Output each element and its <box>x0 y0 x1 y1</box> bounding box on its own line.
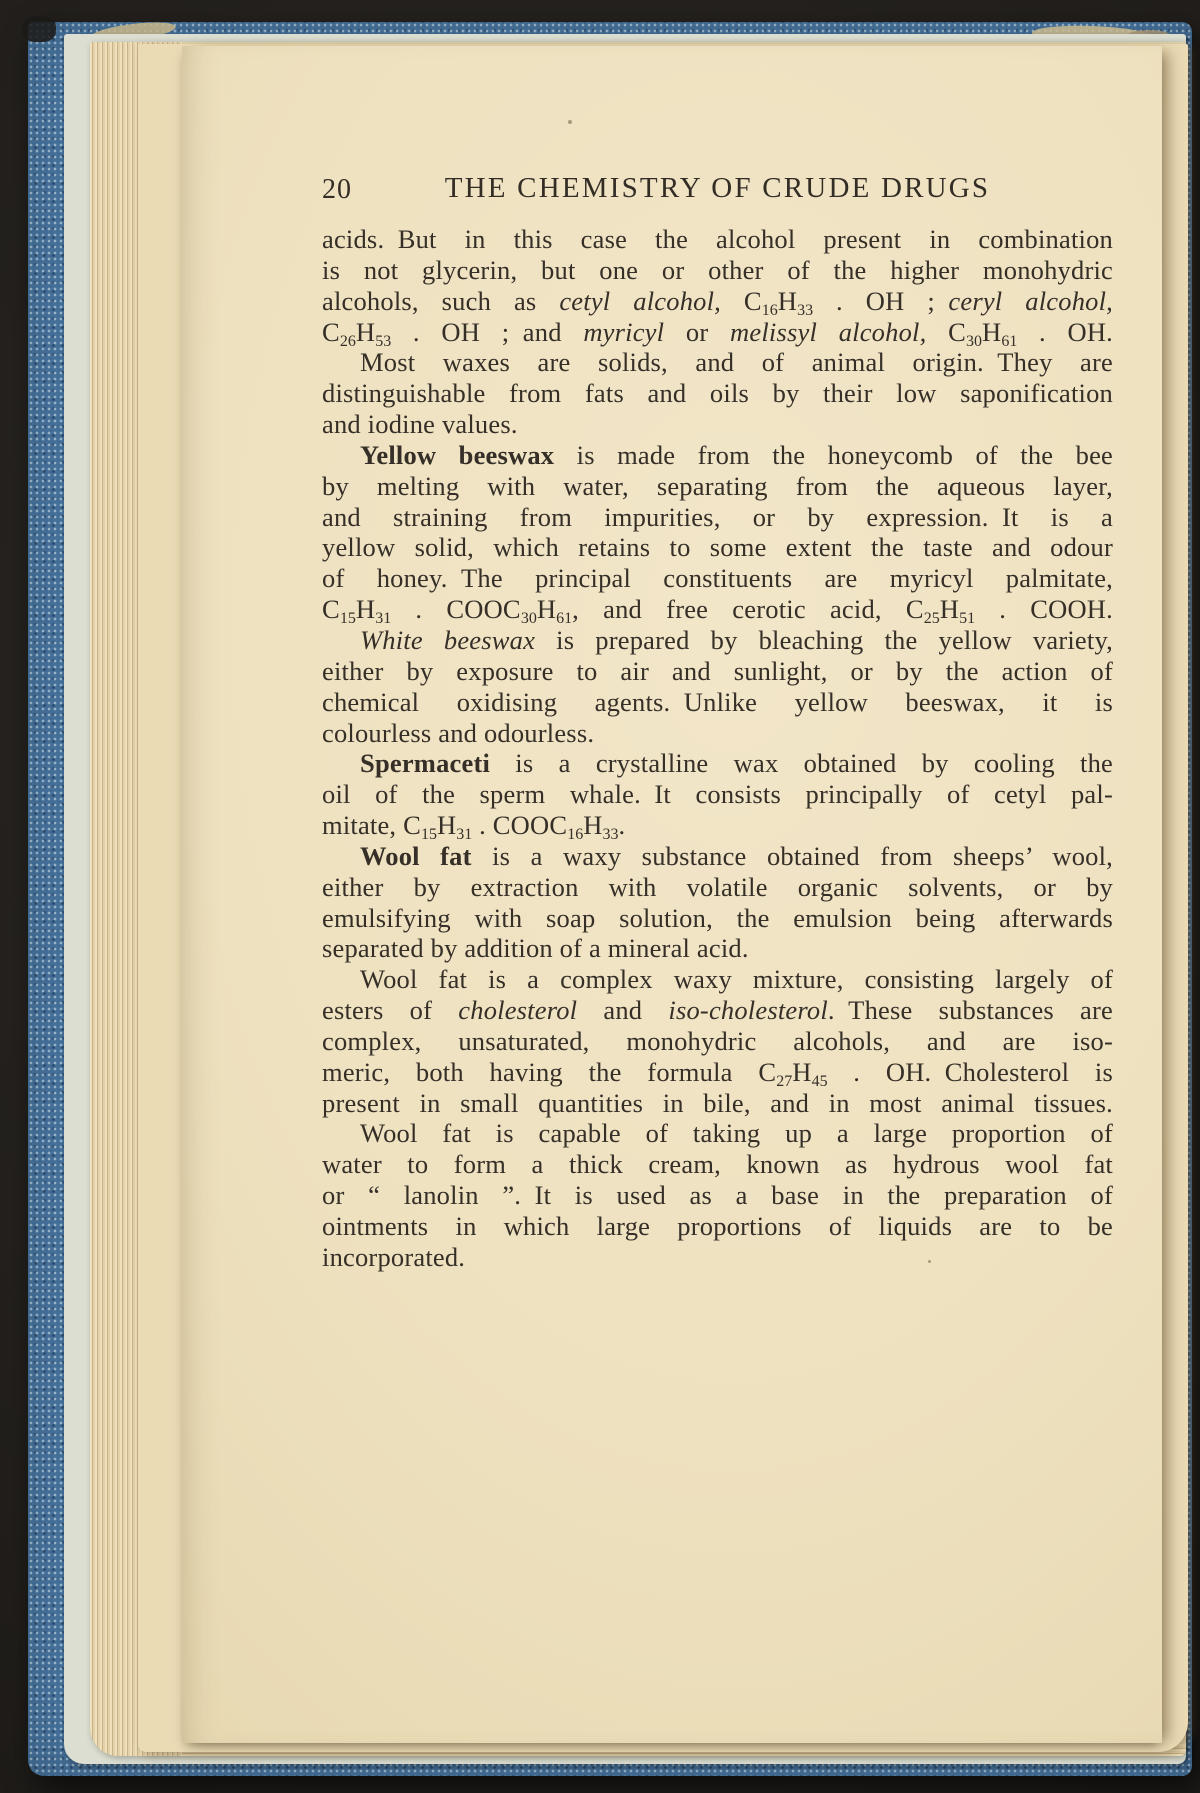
text-line: distinguishable from fats and oils by their low saponification <box>322 378 1113 409</box>
text-line: is not glycerin, but one or other of the higher monohydric <box>322 254 1113 285</box>
text-line: colourless and odourless. <box>322 717 595 748</box>
page-number: 20 <box>322 174 352 205</box>
text-line: Yellow beeswax is made from the honeycomb of the bee <box>360 439 1113 470</box>
page-text <box>322 224 1113 1273</box>
text-line: emulsifying with soap solution, the emulsion being afterwards <box>322 902 1113 933</box>
text-line: Most waxes are solids, and of animal origin. They are <box>360 347 1113 378</box>
text-line: and iodine values. <box>322 409 518 440</box>
book-page <box>182 46 1162 1743</box>
text-line: Wool fat is a waxy substance obtained from sheeps’ wool, <box>360 840 1113 871</box>
running-title: THE CHEMISTRY OF CRUDE DRUGS <box>444 172 991 204</box>
text-line: complex, unsaturated, monohydric alcohols, and are iso- <box>322 1025 1113 1056</box>
text-line: present in small quantities in bile, and in most animal tissues. <box>322 1087 1113 1118</box>
page-header <box>322 172 1113 208</box>
text-line: ointments in which large proportions of liquids are to be <box>322 1211 1113 1241</box>
text-line: oil of the sperm whale. It consists principally of cetyl pal- <box>322 779 1113 810</box>
cover-corner-fray <box>22 16 56 42</box>
text-line: $C_{15}H_{31}$ . $COOC_{30}H_{61}$, and free cerotic acid, $C_{25}H_{51}$ . COOH. <box>322 594 1113 628</box>
text-line: yellow solid, which retains to some extent the taste and odour <box>322 532 1113 563</box>
text-line: by melting with water, separating from the aqueous layer, <box>322 470 1113 501</box>
text-line: Wool fat is capable of taking up a large proportion of <box>360 1118 1113 1149</box>
text-line: either by extraction with volatile organic solvents, or by <box>322 871 1113 902</box>
text-line: esters of cholesterol and iso-cholesterol. These substances are <box>322 995 1114 1026</box>
text-line: and straining from impurities, or by expression. It is a <box>322 501 1113 532</box>
ink-speck <box>568 120 572 124</box>
text-line: mitate, $C_{15}H_{31}$ . $COOC_{16}H_{33}$. <box>322 810 626 844</box>
text-line: either by exposure to air and sunlight, or by the action of <box>322 655 1113 686</box>
text-line: of honey. The principal constituents are myricyl palmitate, <box>322 563 1113 594</box>
text-line: separated by addition of a mineral acid. <box>322 933 749 964</box>
text-line: Wool fat is a complex waxy mixture, consisting largely of <box>360 964 1113 995</box>
text-line: $C_{26}H_{53}$ . OH ; and myricyl or melissyl alcohol, $C_{30}H_{61}$ . OH. <box>322 316 1114 350</box>
text-line: acids. But in this case the alcohol present in combination <box>322 224 1113 254</box>
text-line: or “ lanolin ”. It is used as a base in the preparation of <box>322 1180 1113 1211</box>
text-line: water to form a thick cream, known as hydrous wool fat <box>322 1149 1113 1180</box>
text-line: alcohols, such as cetyl alcohol, $C_{16}H_{33}$ . OH ; ceryl alcohol, <box>322 285 1113 319</box>
text-line: incorporated. <box>322 1241 466 1272</box>
text-line: White beeswax is prepared by bleaching the yellow variety, <box>360 624 1113 655</box>
text-line: meric, both having the formula $C_{27}H_{45}$ . OH. Cholesterol is <box>322 1056 1113 1090</box>
text-line: chemical oxidising agents. Unlike yellow beeswax, it is <box>322 686 1113 717</box>
text-line: Spermaceti is a crystalline wax obtained by cooling the <box>360 748 1113 779</box>
